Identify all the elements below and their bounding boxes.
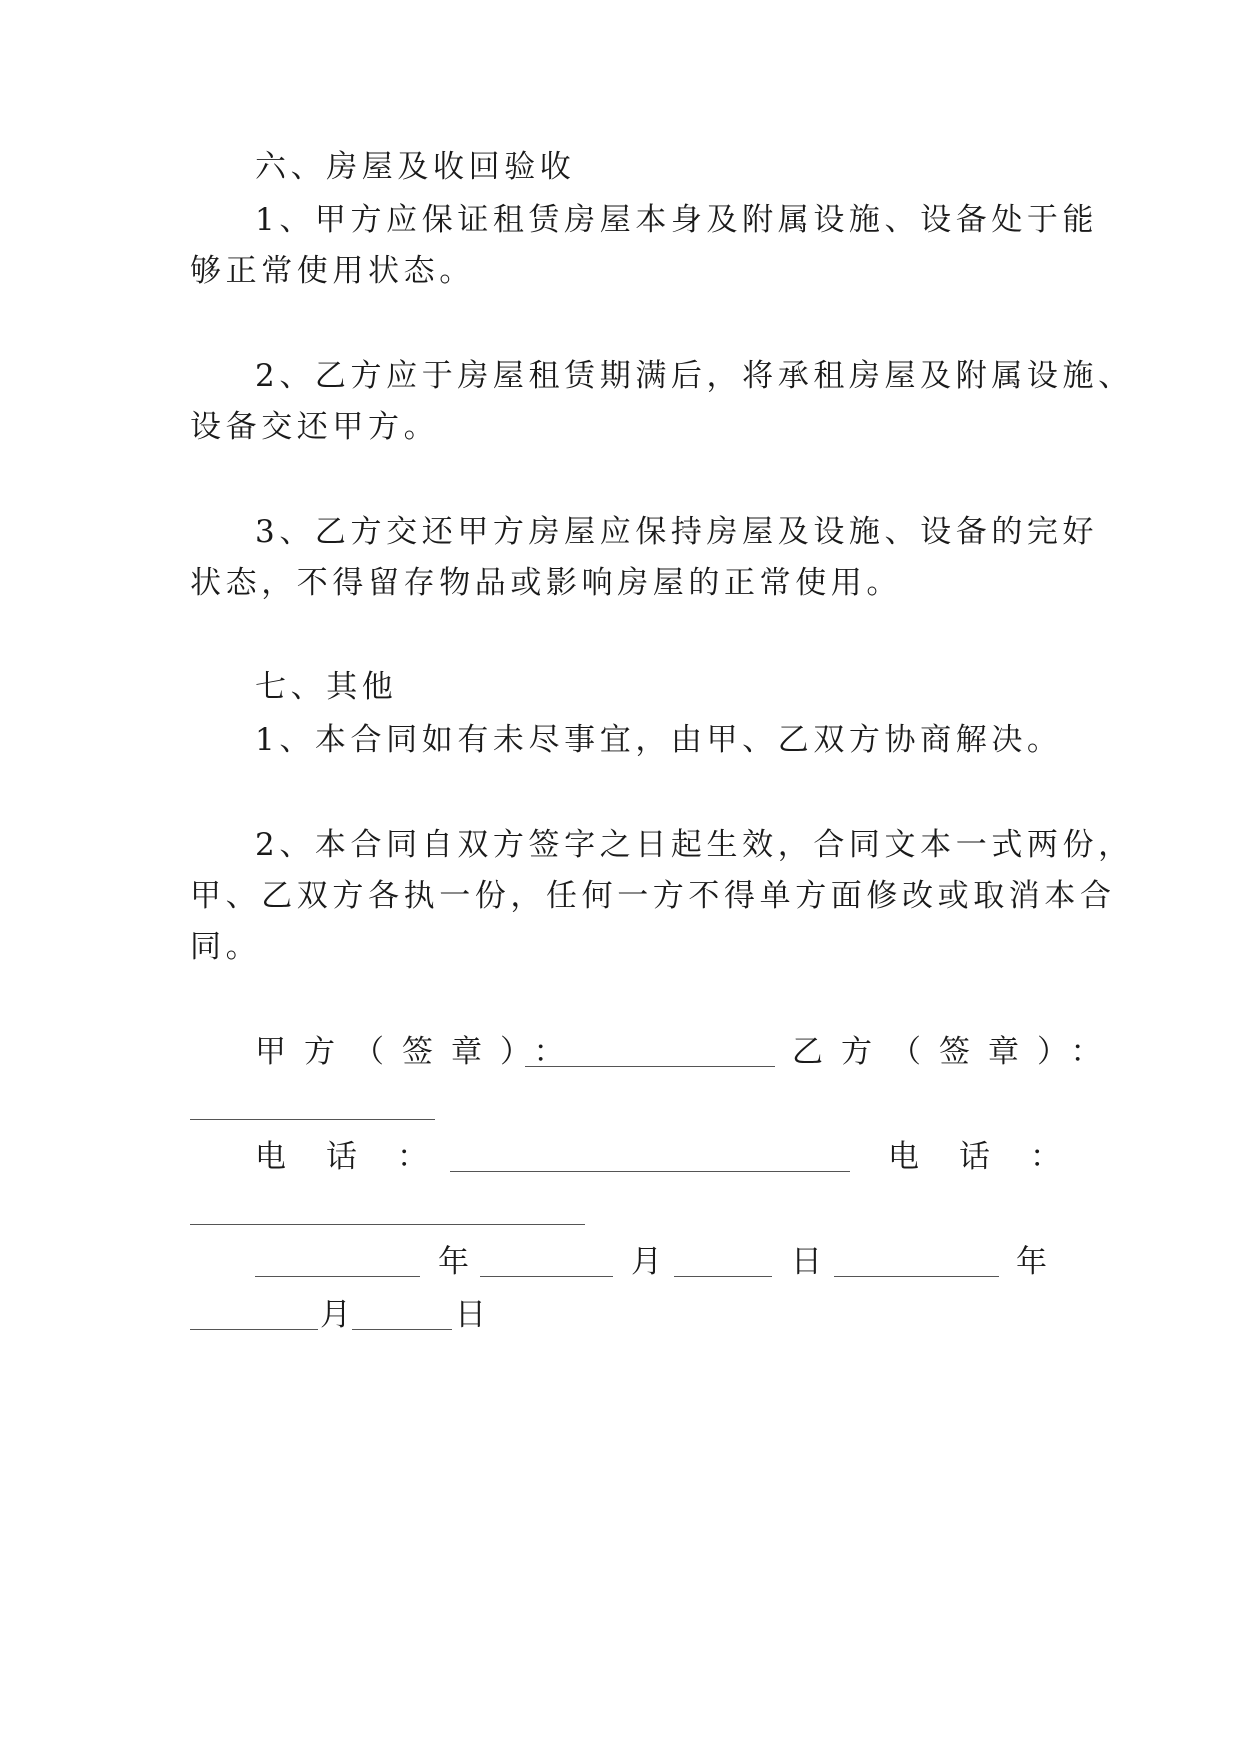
clause-text: 够正常使用状态。 [190,253,475,289]
clause-text: 2、本合同自双方签字之日起生效，合同文本一式两份， [255,827,1134,863]
clause-text: 1、本合同如有未尽事宜，由甲、乙双方协商解决。 [255,722,1063,758]
date-b-month-blank[interactable] [190,1329,318,1330]
party-a-signature-blank[interactable] [525,1066,775,1067]
clause-text: 状态，不得留存物品或影响房屋的正常使用。 [190,565,902,601]
clause-text: 同。 [190,929,262,965]
party-b-label: 乙方（签章）： [792,1034,1120,1070]
date-b-year-blank[interactable] [834,1276,999,1277]
day-label: 日 [791,1244,822,1280]
clause-text: 3、乙方交还甲方房屋应保持房屋及设施、设备的完好 [255,514,1099,550]
month-label: 月 [631,1244,662,1280]
month-label: 月 [320,1297,351,1333]
party-b-signature-blank[interactable] [190,1119,435,1120]
clause-text: 2、乙方应于房屋租赁期满后，将承租房屋及附属设施、 [255,358,1134,394]
phone-label-a: 电话： [255,1139,468,1175]
phone-label-b: 电话： [888,1139,1101,1175]
date-a-month-blank[interactable] [480,1276,613,1277]
party-a-label: 甲方（签章）： [255,1034,583,1070]
day-label: 日 [455,1297,486,1333]
date-b-day-blank[interactable] [352,1329,452,1330]
date-a-day-blank[interactable] [674,1276,772,1277]
date-a-year-blank[interactable] [255,1276,420,1277]
clause-text: 设备交还甲方。 [190,409,440,445]
phone-a-blank[interactable] [450,1171,850,1172]
section-heading: 六、房屋及收回验收 [255,149,576,185]
clause-text: 甲、乙双方各执一份，任何一方不得单方面修改或取消本合 [190,878,1116,914]
clause-text: 1、甲方应保证租赁房屋本身及附属设施、设备处于能 [255,202,1099,238]
year-label: 年 [438,1244,469,1280]
phone-b-blank[interactable] [190,1224,585,1225]
year-label: 年 [1016,1244,1047,1280]
section-heading: 七、其他 [255,669,398,705]
